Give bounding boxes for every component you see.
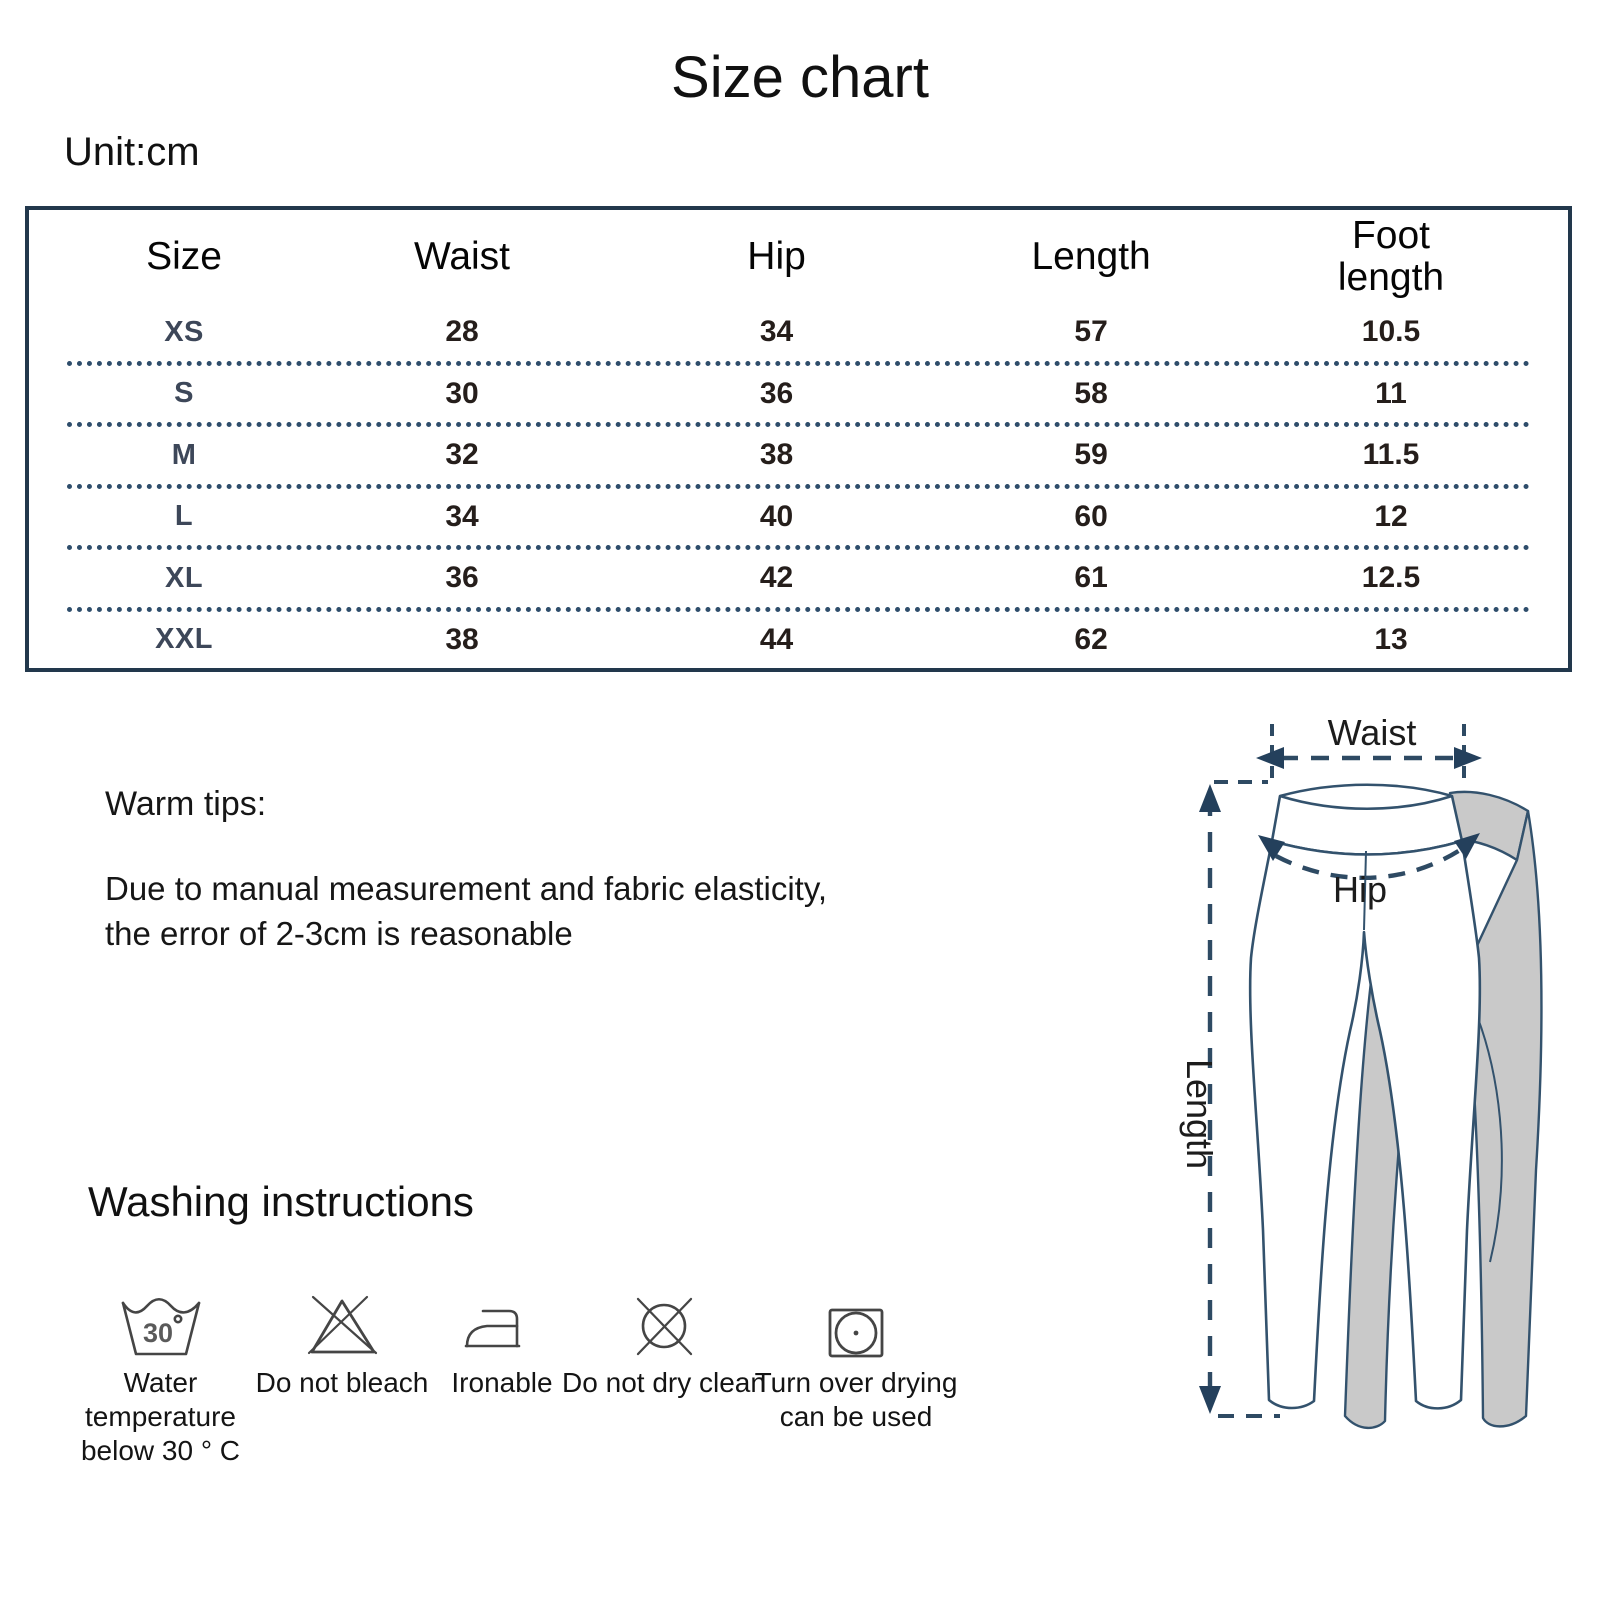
table-cell-waist: 34 xyxy=(445,499,479,533)
table-cell-hip: 36 xyxy=(759,376,794,410)
table-cell-hip: 38 xyxy=(759,438,794,472)
table-row xyxy=(67,427,1530,489)
table-cell-foot-length: 13 xyxy=(1374,622,1408,656)
table-row xyxy=(67,304,1530,366)
column-header-foot-length xyxy=(1252,215,1530,299)
column-header-waist: Waist xyxy=(413,234,511,278)
table-cell-waist: 28 xyxy=(445,315,479,349)
column-header-size: Size xyxy=(146,234,222,278)
warm-tips-heading: Warm tips: xyxy=(105,785,267,823)
warm-tips-body xyxy=(105,866,827,956)
table-row xyxy=(67,489,1530,551)
table-cell-waist: 38 xyxy=(445,622,479,656)
care-item-label: Water temperature below 30 ° C xyxy=(80,1367,241,1467)
table-cell-length: 60 xyxy=(1074,499,1108,533)
table-cell-foot-length: 11 xyxy=(1375,376,1407,410)
table-cell-hip: 42 xyxy=(759,561,794,595)
table-cell-length: 58 xyxy=(1074,376,1108,410)
table-cell-length: 57 xyxy=(1074,315,1108,349)
column-header-length: Length xyxy=(1031,234,1151,278)
care-item-label: Turn over drying can be used xyxy=(754,1367,958,1433)
table-cell-length: 59 xyxy=(1074,438,1108,472)
care-item-wash-30 xyxy=(68,1288,253,1468)
column-header-foot-length-text: Foot length xyxy=(1337,213,1445,299)
table-cell-hip: 40 xyxy=(759,499,794,533)
size-table-header xyxy=(67,210,1530,304)
iron-icon xyxy=(463,1288,541,1360)
do-not-dry-clean-icon xyxy=(629,1288,699,1360)
do-not-bleach-icon xyxy=(302,1288,382,1360)
table-cell-length: 61 xyxy=(1074,561,1108,595)
table-cell-size: XS xyxy=(164,315,204,348)
washing-instructions-heading: Washing instructions xyxy=(88,1178,474,1225)
hip-label: Hip xyxy=(1332,869,1388,910)
table-cell-hip: 34 xyxy=(759,315,794,349)
warm-tips-line: Due to manual measurement and fabric elasticity, xyxy=(105,870,828,907)
tumble-dry-icon xyxy=(826,1288,886,1360)
care-item-label: Ironable xyxy=(451,1367,553,1398)
table-row xyxy=(67,550,1530,612)
table-cell-size: M xyxy=(171,438,197,471)
table-cell-waist: 30 xyxy=(445,376,479,410)
table-cell-foot-length: 12.5 xyxy=(1361,561,1421,595)
table-row xyxy=(67,612,1530,669)
size-table xyxy=(25,206,1572,672)
table-cell-foot-length: 12 xyxy=(1374,499,1408,533)
unit-label: Unit:cm xyxy=(64,130,200,174)
warm-tips-line: the error of 2-3cm is reasonable xyxy=(105,915,573,952)
care-item-label: Do not bleach xyxy=(255,1367,429,1398)
table-cell-waist: 32 xyxy=(445,438,479,472)
page-title: Size chart xyxy=(671,45,929,110)
table-row xyxy=(67,366,1530,428)
table-cell-size: S xyxy=(174,377,194,410)
pants-measurement-diagram xyxy=(1130,690,1570,1430)
table-cell-hip: 44 xyxy=(759,622,794,656)
svg-text:30: 30 xyxy=(142,1318,173,1348)
wash-30-icon xyxy=(119,1288,203,1360)
table-cell-foot-length: 11.5 xyxy=(1362,438,1420,472)
table-cell-foot-length: 10.5 xyxy=(1361,315,1421,349)
table-cell-size: XXL xyxy=(155,623,213,656)
care-item-label: Do not dry clean xyxy=(562,1367,766,1398)
waist-label: Waist xyxy=(1327,712,1417,753)
care-item-tumble-dry xyxy=(730,1288,982,1434)
table-cell-size: L xyxy=(174,500,194,533)
table-cell-size: XL xyxy=(165,561,204,594)
column-header-hip: Hip xyxy=(747,234,806,278)
table-cell-waist: 36 xyxy=(445,561,479,595)
table-cell-length: 62 xyxy=(1074,622,1108,656)
length-label: Length xyxy=(1179,1058,1220,1170)
